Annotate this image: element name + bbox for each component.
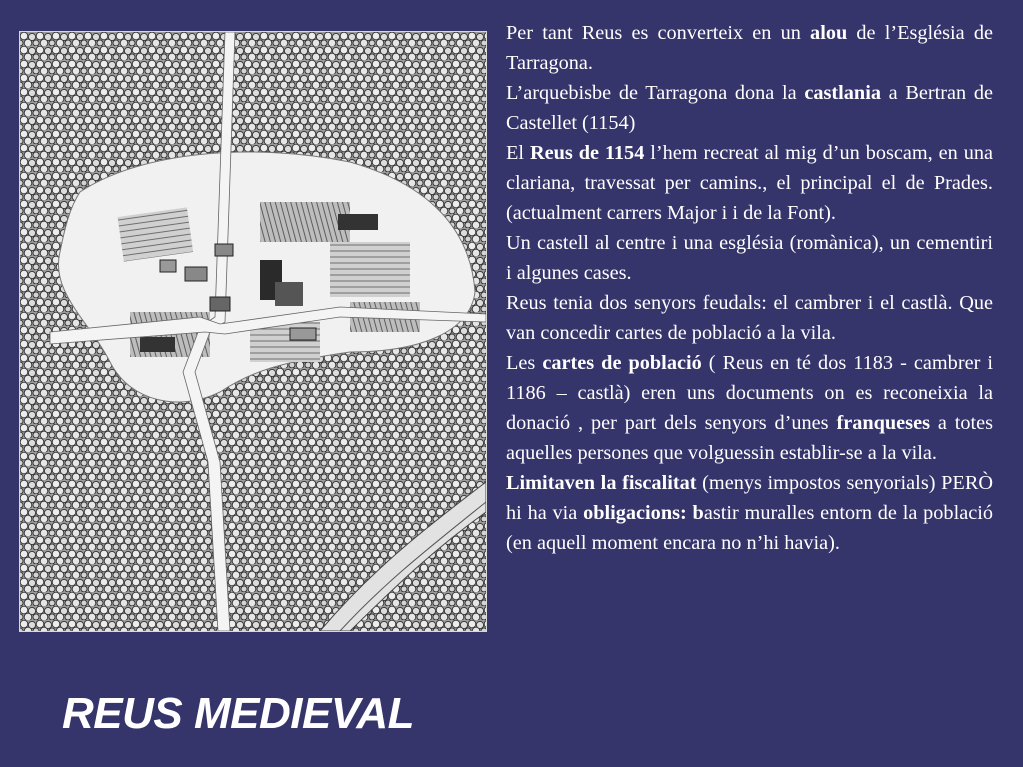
bold-term: obligacions: b [583,502,704,524]
paragraph [506,228,993,288]
aerial-sketch [20,32,486,631]
text-run: Les [506,352,543,374]
paragraph [506,348,993,468]
text-run: a totes aquelles persones que volguessin establir-se a la vila. [506,412,993,464]
bold-term: alou [810,22,848,44]
paragraph [506,18,993,78]
text-run: l’hem recreat al mig d’un boscam, en una clariana, travessat per camins., el principal el de Prades. (actualment carrers Major i i de la Font). [506,142,993,224]
text-run: El [506,142,530,164]
text-run: Per tant Reus es converteix en un [506,22,811,44]
bold-term: Limitaven la fiscalitat [506,472,697,494]
bold-term: cartes de població [542,352,702,374]
text-run: a Bertran de Castellet (1154) [506,82,994,134]
bold-term: franqueses [836,412,930,434]
paragraph [506,138,993,228]
bold-term: castlania [804,82,881,104]
text-run: Reus tenia dos senyors feudals: el cambrer i el castlà. Que van concedir cartes de població a la vila. [506,292,993,344]
text-run: ( Reus en té dos 1183 - cambrer i 1186 – castlà) eren uns documents on es reconeixia la donació , per part dels senyors d’unes [506,352,994,434]
body-text [506,18,993,558]
bold-term: Reus de 1154 [529,142,645,164]
text-run: (menys impostos senyorials) PERÒ hi ha via [506,472,993,524]
medieval-reus-illustration [19,31,487,632]
paragraph [506,78,993,138]
slide-title: REUS MEDIEVAL [62,689,415,738]
text-run: astir muralles entorn de la població (en aquell moment encara no n’hi havia). [506,502,993,554]
paragraph [506,288,993,348]
paragraph [506,468,993,558]
text-run: Un castell al centre i una església (romànica), un cementiri i algunes cases. [506,232,993,284]
text-run: de l’Església de Tarragona. [506,22,993,74]
text-run: L’arquebisbe de Tarragona dona la [506,82,805,104]
